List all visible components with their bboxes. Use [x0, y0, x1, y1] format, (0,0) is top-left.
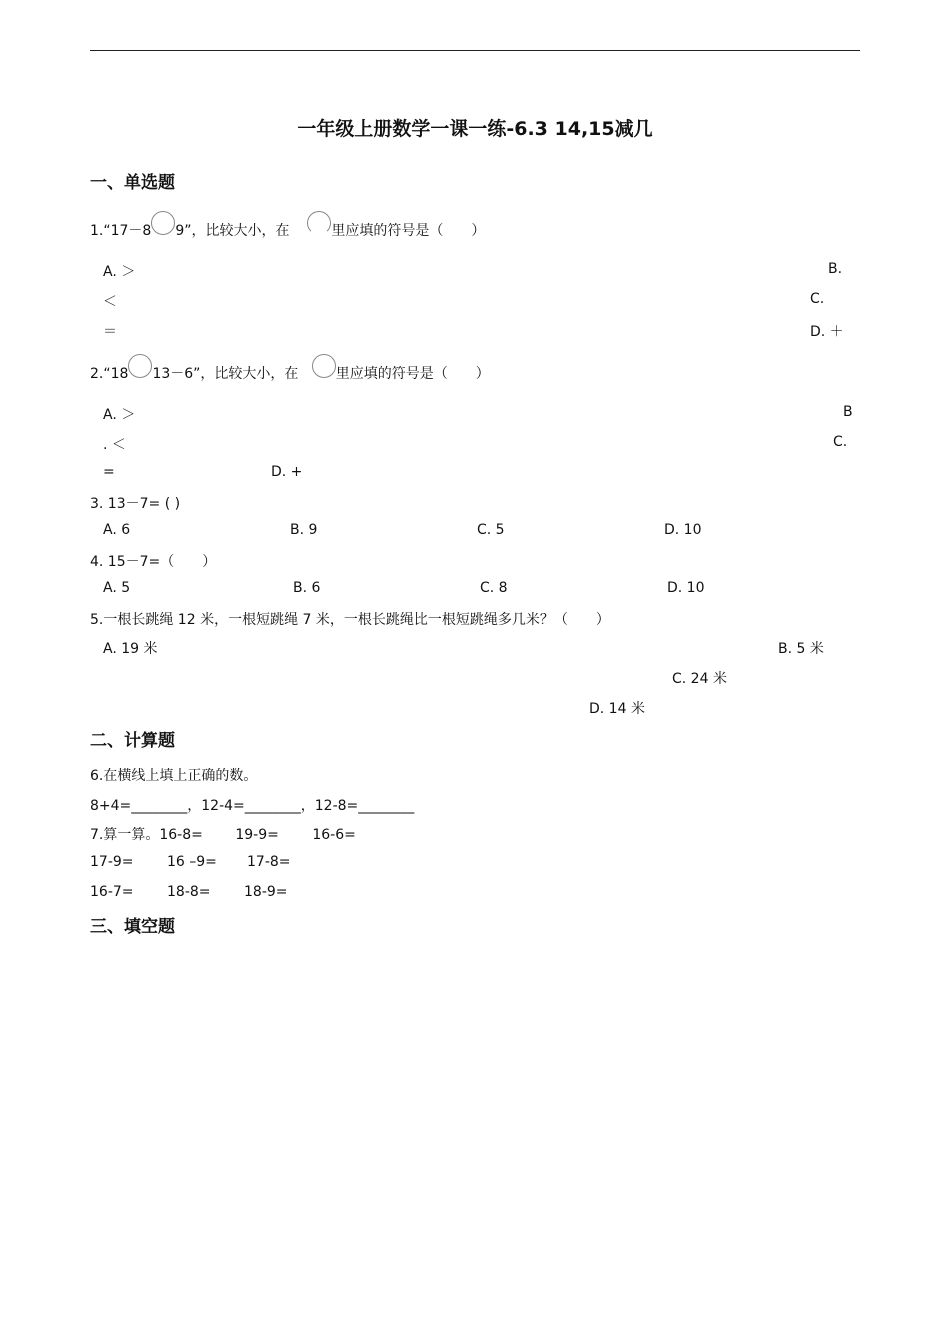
question-5: 5.一根长跳绳 12 米，一根短跳绳 7 米，一根长跳绳比一根短跳绳多几米？（ ） — [90, 612, 610, 628]
q1-option-b-value: ＜ — [103, 294, 117, 310]
question-1-mid: 9”，比较大小，在 — [175, 223, 290, 239]
q7-r3-c1: 16-7= — [90, 884, 134, 900]
q1-option-b[interactable]: B. — [828, 261, 843, 277]
section-heading-fill-blank: 三、填空题 — [90, 917, 175, 937]
header-rule — [90, 50, 860, 51]
question-7-stem: 7.算一算。 — [90, 827, 160, 843]
question-6: 6.在横线上填上正确的数。 — [90, 768, 258, 784]
q7-r2-c1: 17-9= — [90, 854, 134, 870]
q2-option-d[interactable]: D. + — [271, 464, 303, 480]
question-4: 4. 15－7=（ ） — [90, 554, 217, 570]
question-2-suffix: 里应填的符号是（ ） — [335, 366, 490, 382]
q2-option-b[interactable]: B — [843, 404, 853, 420]
section-heading-single-choice: 一、单选题 — [90, 173, 175, 193]
q7-r3-c3: 18-9= — [244, 884, 288, 900]
q3-option-c[interactable]: C. 5 — [477, 522, 505, 538]
q5-option-a[interactable]: A. 19 米 — [103, 641, 158, 657]
q4-option-d[interactable]: D. 10 — [667, 580, 705, 596]
q7-r1-c3: 16-6= — [312, 827, 356, 843]
page-title: 一年级上册数学一课一练-6.3 14,15减几 — [297, 118, 653, 140]
q3-option-a[interactable]: A. 6 — [103, 522, 131, 538]
q1-option-c-value: ＝ — [103, 324, 117, 340]
q7-r2-c2: 16 –9= — [167, 854, 217, 870]
question-6-blanks[interactable]: 8+4=________，12-4=________，12-8=________ — [90, 798, 415, 814]
question-7 — [90, 824, 356, 844]
q1-option-c[interactable]: C. — [810, 291, 825, 307]
q5-option-b[interactable]: B. 5 米 — [778, 641, 824, 657]
q3-option-d[interactable]: D. 10 — [664, 522, 702, 538]
question-1-suffix: 里应填的符号是（ ） — [331, 223, 486, 239]
question-3: 3. 13－7= ( ) — [90, 496, 181, 512]
q2-option-c[interactable]: C. — [833, 434, 848, 450]
question-2-mid: 13－6”，比较大小，在 — [152, 366, 299, 382]
q2-option-c-value: = — [103, 464, 115, 480]
circle-blank-icon — [128, 354, 152, 378]
q4-option-c[interactable]: C. 8 — [480, 580, 508, 596]
q7-r1-c2: 19-9= — [235, 827, 279, 843]
q7-r2-c3: 17-8= — [247, 854, 291, 870]
question-7-row-3 — [90, 884, 288, 900]
section-heading-calculation: 二、计算题 — [90, 731, 175, 751]
question-1 — [90, 220, 485, 245]
question-2 — [90, 363, 490, 388]
q7-r1-c1: 16-8= — [159, 827, 203, 843]
q1-option-a[interactable]: A. ＞ — [103, 264, 136, 280]
question-2-prefix: 2.“18 — [90, 366, 129, 382]
q4-option-b[interactable]: B. 6 — [293, 580, 321, 596]
q5-option-c[interactable]: C. 24 米 — [672, 671, 727, 687]
q2-option-b-value: . ＜ — [103, 437, 126, 453]
circle-icon — [307, 211, 331, 235]
circle-blank-icon — [151, 211, 175, 235]
q5-option-d[interactable]: D. 14 米 — [589, 701, 645, 717]
q1-option-d[interactable]: D. ＋ — [810, 324, 844, 340]
q2-option-a[interactable]: A. ＞ — [103, 407, 136, 423]
circle-icon — [312, 354, 336, 378]
question-7-row-2 — [90, 854, 291, 870]
q3-option-b[interactable]: B. 9 — [290, 522, 318, 538]
q7-r3-c2: 18-8= — [167, 884, 211, 900]
question-1-prefix: 1.“17－8 — [90, 223, 152, 239]
q4-option-a[interactable]: A. 5 — [103, 580, 131, 596]
